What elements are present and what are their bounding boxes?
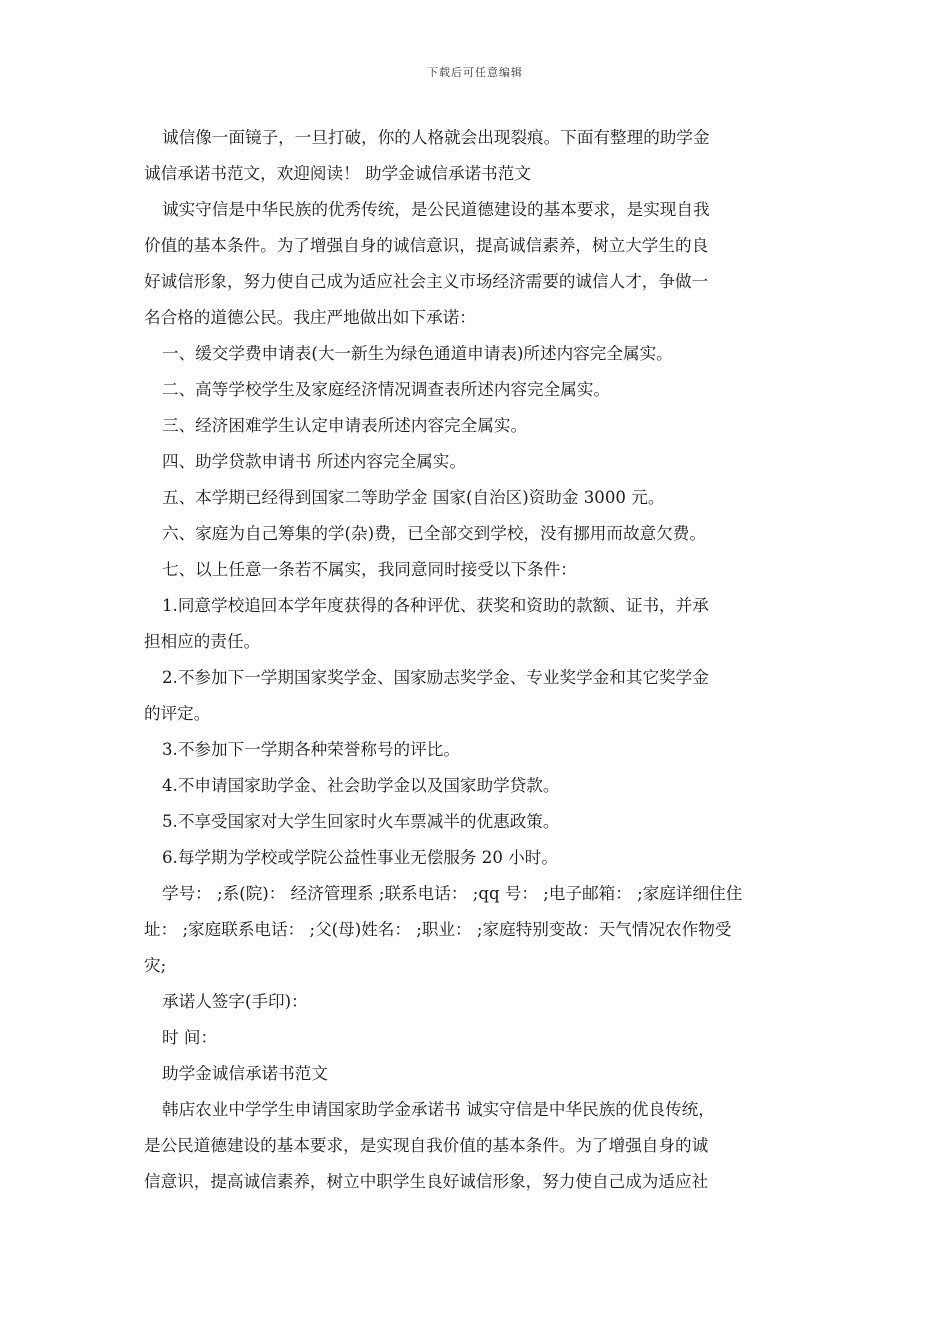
text-line: 五、本学期已经得到国家二等助学金 国家(自治区)资助金 3000 元。	[162, 488, 665, 507]
text-line: 四、助学贷款申请书 所述内容完全属实。	[162, 452, 466, 471]
date-line	[144, 1020, 808, 1056]
condition-item	[144, 660, 808, 732]
pledge-item	[144, 336, 808, 372]
text-line: 诚信承诺书范文，欢迎阅读！ 助学金诚信承诺书范文	[144, 164, 531, 183]
text-line: 名合格的道德公民。我庄严地做出如下承诺：	[144, 308, 476, 327]
section-heading	[144, 1056, 808, 1092]
text-line: 韩店农业中学学生申请国家助学金承诺书 诚实守信是中华民族的优良传统，	[162, 1100, 715, 1119]
condition-item	[144, 588, 808, 660]
text-line: 是公民道德建设的基本要求，是实现自我价值的基本条件。为了增强自身的诚	[144, 1136, 709, 1155]
text-line: 价值的基本条件。为了增强自身的诚信意识，提高诚信素养，树立大学生的良	[144, 236, 709, 255]
text-line: 时 间：	[162, 1028, 218, 1047]
pledge-item	[144, 408, 808, 444]
condition-item	[144, 768, 808, 804]
student-info-fields	[144, 876, 808, 984]
condition-item	[144, 804, 808, 840]
text-line: 4.不申请国家助学金、社会助学金以及国家助学贷款。	[162, 776, 560, 795]
signature-line	[144, 984, 808, 1020]
text-line: 址： ;家庭联系电话： ;父(母)姓名： ;职业： ;家庭特别变故：天气情况农作物受	[144, 920, 732, 939]
text-line: 六、家庭为自己筹集的学(杂)费，已全部交到学校，没有挪用而故意欠费。	[162, 524, 706, 543]
text-line: 信意识，提高诚信素养，树立中职学生良好诚信形象，努力使自己成为适应社	[144, 1172, 709, 1191]
text-line: 5.不享受国家对大学生回家时火车票减半的优惠政策。	[162, 812, 560, 831]
intro-paragraph	[144, 120, 808, 192]
text-line: 的评定。	[144, 704, 211, 723]
pledge-item	[144, 444, 808, 480]
condition-item	[144, 840, 808, 876]
page-header: 下载后可任意编辑	[427, 66, 523, 79]
text-line: 二、高等学校学生及家庭经济情况调查表所述内容完全属实。	[162, 380, 611, 399]
text-line: 七、以上任意一条若不属实，我同意同时接受以下条件：	[162, 560, 577, 579]
pledge-item	[144, 516, 808, 552]
text-line: 6.每学期为学校或学院公益性事业无偿服务 20 小时。	[162, 848, 558, 867]
text-line: 诚实守信是中华民族的优秀传统，是公民道德建设的基本要求，是实现自我	[162, 200, 710, 219]
text-line: 2.不参加下一学期国家奖学金、国家励志奖学金、专业奖学金和其它奖学金	[162, 668, 709, 687]
body-paragraph	[144, 1092, 808, 1200]
pledge-item	[144, 372, 808, 408]
text-line: 担相应的责任。	[144, 632, 261, 651]
text-line: 承诺人签字(手印)：	[162, 992, 308, 1011]
pledge-item	[144, 552, 808, 588]
text-line: 诚信像一面镜子，一旦打破，你的人格就会出现裂痕。下面有整理的助学金	[162, 128, 710, 147]
text-line: 一、缓交学费申请表(大一新生为绿色通道申请表)所述内容完全属实。	[162, 344, 673, 363]
text-line: 助学金诚信承诺书范文	[162, 1064, 328, 1083]
body-paragraph	[144, 192, 808, 336]
text-line: 学号： ;系(院)： 经济管理系 ;联系电话： ;qq 号： ;电子邮箱： ;家庭详细住住	[162, 884, 743, 903]
document-body	[144, 120, 808, 1200]
text-line: 3.不参加下一学期各种荣誉称号的评比。	[162, 740, 460, 759]
text-line: 灾;	[144, 956, 167, 975]
text-line: 1.同意学校追回本学年度获得的各种评优、获奖和资助的款额、证书，并承	[162, 596, 709, 615]
text-line: 三、经济困难学生认定申请表所述内容完全属实。	[162, 416, 528, 435]
pledge-item	[144, 480, 808, 516]
condition-item	[144, 732, 808, 768]
text-line: 好诚信形象，努力使自己成为适应社会主义市场经济需要的诚信人才，争做一	[144, 272, 709, 291]
